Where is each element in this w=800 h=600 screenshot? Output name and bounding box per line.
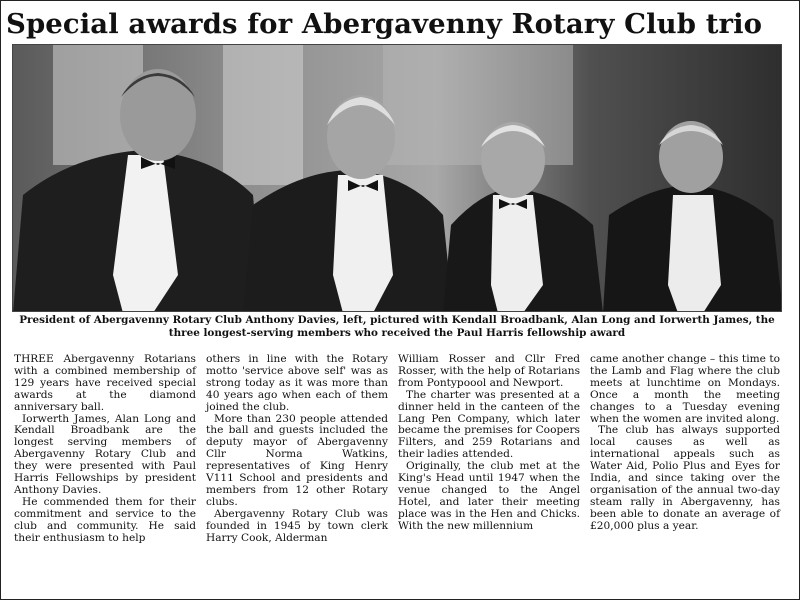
paragraph: Originally, the club met at the King's Head until 1947 when the venue changed to the Angel Hotel, and later their meeting place was in the Hen and Chicks. With the new millennium bbox=[398, 460, 580, 532]
paragraph: came another change – this time to the Lamb and Flag where the club meets at lunchtime on Mondays. Once a month the meeting changes to a Tuesday evening when the women are invited along. bbox=[590, 353, 780, 425]
photo-illustration bbox=[13, 45, 782, 312]
article-body bbox=[14, 354, 784, 598]
photo-caption: President of Abergavenny Rotary Club Anthony Davies, left, pictured with Kendall Broadbank, Alan Long and Iorwerth James, the three longest-serving members who received the Paul Harris fellowship award bbox=[19, 314, 775, 340]
paragraph: others in line with the Rotary motto 'service above self' was as strong today as it was more than 40 years ago when each of them joined the club. bbox=[206, 353, 388, 413]
paragraph: Abergavenny Rotary Club was founded in 1945 by town clerk Harry Cook, Alderman bbox=[206, 507, 388, 544]
paragraph: The club has always supported local causes as well as international appeals such as Water Aid, Polio Plus and Eyes for India, and since taking over the organisation of the annual two-day steam rally in Abergavenny, has been able to donate an average of £20,000 plus a year. bbox=[590, 424, 780, 532]
article-column-4 bbox=[590, 354, 780, 533]
paragraph: He commended them for their commitment and service to the club and community. He said their enthusiasm to help bbox=[14, 495, 196, 544]
paragraph: William Rosser and Cllr Fred Rosser, with the help of Rotarians from Pontypoool and Newport. bbox=[398, 353, 581, 389]
article-column-1 bbox=[14, 354, 196, 545]
paragraph: More than 230 people attended the ball and guests included the deputy mayor of Abergavenny Cllr Norma Watkins, representatives of King Henry V111 School and presidents and members from 12 other Rotary clubs. bbox=[206, 412, 388, 508]
headline: Special awards for Abergavenny Rotary Club trio bbox=[6, 8, 763, 40]
article-column-2 bbox=[206, 354, 388, 545]
paragraph: The charter was presented at a dinner held in the canteen of the Lang Pen Company, which later became the premises for Coopers Filters, and 259 Rotarians and their ladies attended. bbox=[398, 388, 580, 461]
paragraph: Iorwerth James, Alan Long and Kendall Broadbank are the longest serving members of Abergavenny Rotary Club and they were presented with Paul Harris Fellowships by president Anthony Davies. bbox=[14, 412, 196, 496]
paragraph: THREE Abergavenny Rotarians with a combined membership of 129 years have received special awards at the diamond anniversary ball. bbox=[14, 353, 196, 413]
article-column-3 bbox=[398, 354, 580, 533]
group-photo bbox=[12, 44, 782, 312]
